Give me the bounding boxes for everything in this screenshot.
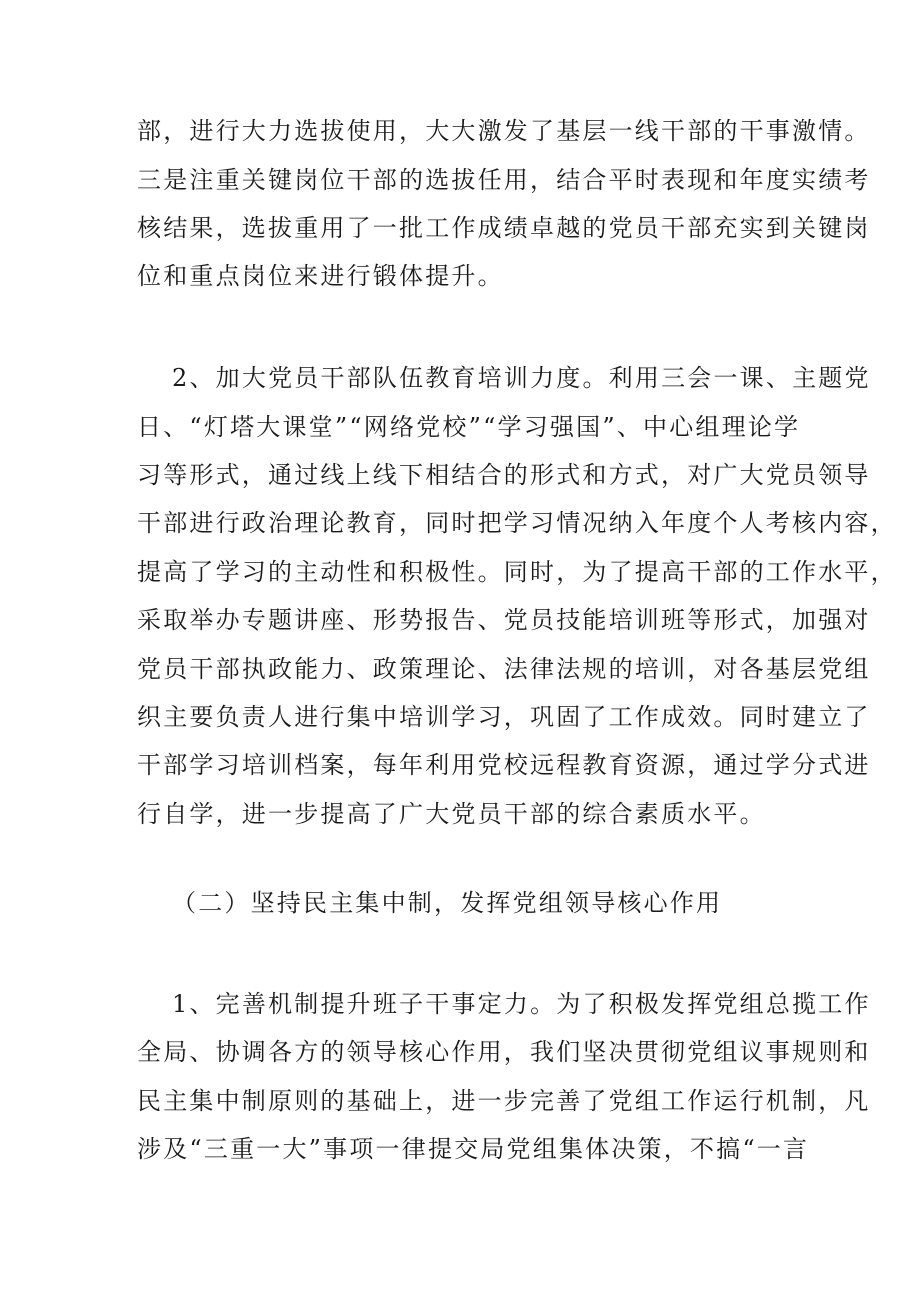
paragraph-line: 核结果，选拔重用了一批工作成绩卓越的党员干部充实到关键岗 xyxy=(137,214,871,242)
paragraph-line: 三是注重关键岗位干部的选拔任用，结合平时表现和年度实绩考 xyxy=(137,166,871,194)
paragraph-line: 提高了学习的主动性和积极性。同时，为了提高干部的工作水平， xyxy=(137,558,897,586)
section-heading: （二）坚持民主集中制，发挥党组领导核心作用 xyxy=(172,889,723,917)
paragraph-line: 1、完善机制提升班子干事定力。为了积极发挥党组总揽工作 xyxy=(172,990,871,1018)
paragraph-line: 民主集中制原则的基础上，进一步完善了党组工作运行机制，凡 xyxy=(137,1087,871,1115)
paragraph-line: 全局、协调各方的领导核心作用，我们坚决贯彻党组议事规则和 xyxy=(137,1038,871,1066)
paragraph-line: 涉及“三重一大”事项一律提交局党组集体决策，不搞“一言 xyxy=(137,1135,810,1163)
paragraph-line: 采取举办专题讲座、形势报告、党员技能培训班等形式，加强对 xyxy=(137,606,871,634)
paragraph-line: 部，进行大力选拔使用，大大激发了基层一线干部的干事激情。 xyxy=(137,117,871,145)
paragraph-line: 党员干部执政能力、政策理论、法律法规的培训，对各基层党组 xyxy=(137,655,871,683)
paragraph-line: 干部进行政治理论教育，同时把学习情况纳入年度个人考核内容， xyxy=(137,509,897,537)
paragraph-line: 习等形式，通过线上线下相结合的形式和方式，对广大党员领导 xyxy=(137,461,871,489)
paragraph-line: 位和重点岗位来进行锻体提升。 xyxy=(137,262,504,290)
paragraph-line: 2、加大党员干部队伍教育培训力度。利用三会一课、主题党 xyxy=(172,364,871,392)
paragraph-line: 织主要负责人进行集中培训学习，巩固了工作成效。同时建立了 xyxy=(137,703,871,731)
paragraph-line: 日、“灯塔大课堂”“网络党校”“学习强国”、中心组理论学 xyxy=(137,413,801,441)
paragraph-line: 干部学习培训档案，每年利用党校远程教育资源，通过学分式进 xyxy=(137,751,871,779)
paragraph-line: 行自学，进一步提高了广大党员干部的综合素质水平。 xyxy=(137,800,766,828)
